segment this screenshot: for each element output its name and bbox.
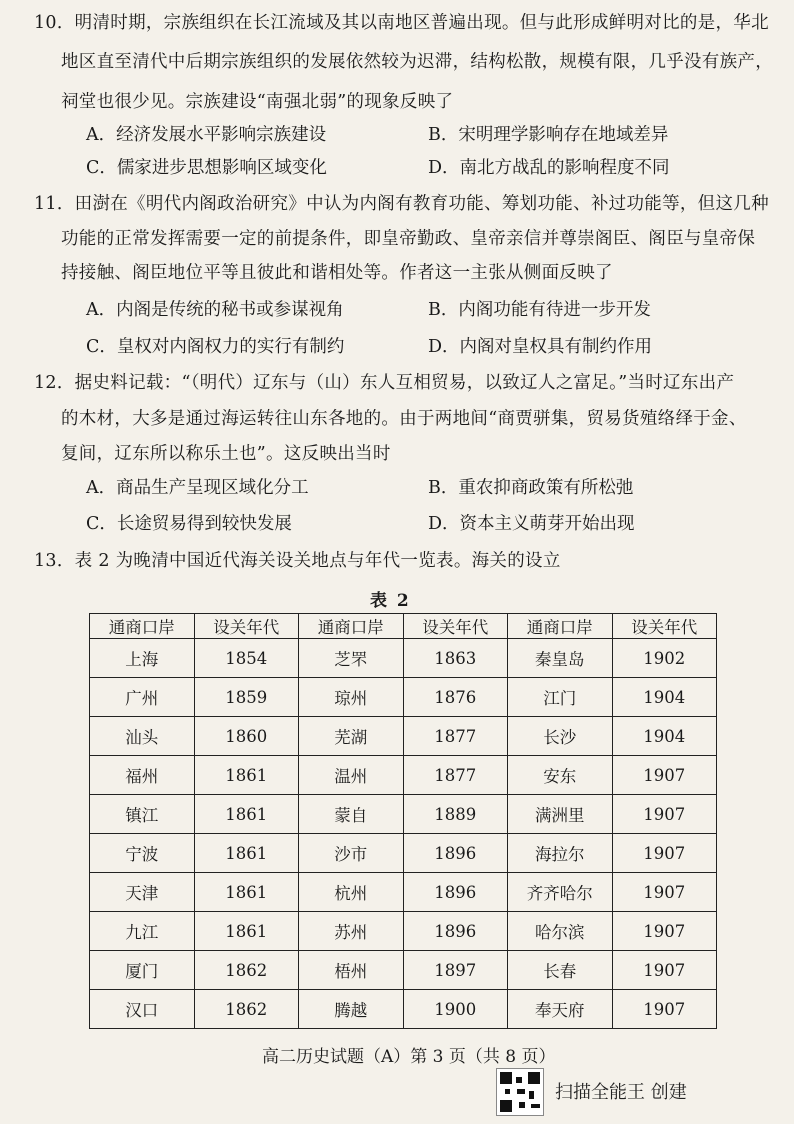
header-cell: 设关年代: [194, 614, 299, 639]
port-cell: 芝罘: [299, 639, 404, 678]
port-cell: 琼州: [299, 678, 404, 717]
question-13-line-1: 13．表 2 为晚清中国近代海关设关地点与年代一览表。海关的设立: [34, 551, 561, 571]
question-11-option-d[interactable]: D．内阁对皇权具有制约作用: [428, 337, 653, 357]
year-cell: 1897: [403, 951, 508, 990]
question-11-option-a[interactable]: A．内阁是传统的秘书或参谋视角: [86, 300, 344, 320]
port-cell: 海拉尔: [508, 834, 613, 873]
header-cell: 通商口岸: [90, 614, 195, 639]
year-cell: 1861: [194, 756, 299, 795]
scanner-watermark: 扫描全能王 创建: [555, 1082, 687, 1103]
year-cell: 1907: [612, 951, 717, 990]
question-12-option-b[interactable]: B．重农抑商政策有所松弛: [428, 478, 634, 498]
port-cell: 长春: [508, 951, 613, 990]
question-11-line-2: 功能的正常发挥需要一定的前提条件，即皇帝勤政、皇帝亲信并尊崇阁臣、阁臣与皇帝保: [61, 229, 756, 249]
year-cell: 1907: [612, 990, 717, 1029]
question-11-option-c[interactable]: C．皇权对内阁权力的实行有制约: [86, 337, 345, 357]
port-cell: 哈尔滨: [508, 912, 613, 951]
port-cell: 厦门: [90, 951, 195, 990]
year-cell: 1900: [403, 990, 508, 1029]
header-cell: 通商口岸: [299, 614, 404, 639]
header-cell: 设关年代: [612, 614, 717, 639]
question-12-line-2: 的木材，大多是通过海运转往山东各地的。由于两地间“商贾骈集，贸易货殖络绎于金、: [61, 409, 747, 429]
port-cell: 奉天府: [508, 990, 613, 1029]
table-caption: 表 2: [370, 591, 411, 611]
table-body: [90, 639, 717, 1029]
table-row: [90, 873, 717, 912]
port-cell: 秦皇岛: [508, 639, 613, 678]
port-cell: 苏州: [299, 912, 404, 951]
question-12-option-c[interactable]: C．长途贸易得到较快发展: [86, 514, 292, 534]
port-cell: 广州: [90, 678, 195, 717]
year-cell: 1907: [612, 873, 717, 912]
table-row: [90, 990, 717, 1029]
year-cell: 1861: [194, 795, 299, 834]
year-cell: 1862: [194, 951, 299, 990]
year-cell: 1904: [612, 717, 717, 756]
port-cell: 长沙: [508, 717, 613, 756]
question-12-line-1: 12．据史料记载：“（明代）辽东与（山）东人互相贸易，以致辽人之富足。”当时辽东出产: [34, 373, 735, 393]
question-11-line-1: 11．田澍在《明代内阁政治研究》中认为内阁有教育功能、筹划功能、补过功能等，但这几种: [34, 194, 769, 214]
year-cell: 1902: [612, 639, 717, 678]
port-cell: 梧州: [299, 951, 404, 990]
qr-code-icon: [496, 1068, 544, 1116]
question-10-option-d[interactable]: D．南北方战乱的影响程度不同: [428, 158, 670, 178]
year-cell: 1862: [194, 990, 299, 1029]
year-cell: 1907: [612, 834, 717, 873]
table-row: [90, 951, 717, 990]
year-cell: 1896: [403, 873, 508, 912]
year-cell: 1861: [194, 912, 299, 951]
year-cell: 1907: [612, 912, 717, 951]
question-12-option-d[interactable]: D．资本主义萌芽开始出现: [428, 514, 635, 534]
year-cell: 1907: [612, 756, 717, 795]
year-cell: 1907: [612, 795, 717, 834]
port-cell: 蒙自: [299, 795, 404, 834]
table-row: [90, 678, 717, 717]
question-12-option-a[interactable]: A．商品生产呈现区域化分工: [86, 478, 309, 498]
year-cell: 1889: [403, 795, 508, 834]
question-10-option-b[interactable]: B．宋明理学影响存在地域差异: [428, 125, 669, 145]
question-10-option-c[interactable]: C．儒家进步思想影响区域变化: [86, 158, 327, 178]
year-cell: 1896: [403, 912, 508, 951]
question-10-option-a[interactable]: A．经济发展水平影响宗族建设: [86, 125, 327, 145]
table-row: [90, 639, 717, 678]
port-cell: 芜湖: [299, 717, 404, 756]
port-cell: 江门: [508, 678, 613, 717]
table-row: [90, 795, 717, 834]
table-row: [90, 717, 717, 756]
table-row: [90, 834, 717, 873]
port-cell: 温州: [299, 756, 404, 795]
year-cell: 1877: [403, 756, 508, 795]
question-12-line-3: 复间，辽东所以称乐土也”。这反映出当时: [61, 444, 391, 464]
port-cell: 福州: [90, 756, 195, 795]
port-cell: 天津: [90, 873, 195, 912]
year-cell: 1876: [403, 678, 508, 717]
table-row: [90, 756, 717, 795]
port-cell: 杭州: [299, 873, 404, 912]
year-cell: 1877: [403, 717, 508, 756]
question-11-line-3: 持接触、阁臣地位平等且彼此和谐相处等。作者这一主张从侧面反映了: [61, 263, 613, 283]
port-cell: 宁波: [90, 834, 195, 873]
year-cell: 1861: [194, 834, 299, 873]
port-cell: 齐齐哈尔: [508, 873, 613, 912]
port-cell: 上海: [90, 639, 195, 678]
year-cell: 1863: [403, 639, 508, 678]
port-cell: 腾越: [299, 990, 404, 1029]
question-10-line-2: 地区直至清代中后期宗族组织的发展依然较为迟滞，结构松散，规模有限，几乎没有族产，: [61, 52, 773, 72]
year-cell: 1896: [403, 834, 508, 873]
table-row: [90, 912, 717, 951]
port-cell: 镇江: [90, 795, 195, 834]
port-cell: 满洲里: [508, 795, 613, 834]
table-header-row: [90, 614, 717, 639]
port-cell: 安东: [508, 756, 613, 795]
port-cell: 汕头: [90, 717, 195, 756]
header-cell: 设关年代: [403, 614, 508, 639]
port-cell: 汉口: [90, 990, 195, 1029]
port-cell: 九江: [90, 912, 195, 951]
question-11-option-b[interactable]: B．内阁功能有待进一步开发: [428, 300, 651, 320]
question-10-line-3: 祠堂也很少见。宗族建设“南强北弱”的现象反映了: [61, 92, 454, 112]
port-cell: 沙市: [299, 834, 404, 873]
year-cell: 1859: [194, 678, 299, 717]
question-10-line-1: 10．明清时期，宗族组织在长江流域及其以南地区普遍出现。但与此形成鲜明对比的是，华北: [34, 13, 769, 33]
year-cell: 1860: [194, 717, 299, 756]
year-cell: 1861: [194, 873, 299, 912]
year-cell: 1904: [612, 678, 717, 717]
year-cell: 1854: [194, 639, 299, 678]
header-cell: 通商口岸: [508, 614, 613, 639]
page-footer: 高二历史试题（A）第 3 页（共 8 页）: [262, 1047, 556, 1067]
customs-table: [89, 613, 717, 1029]
